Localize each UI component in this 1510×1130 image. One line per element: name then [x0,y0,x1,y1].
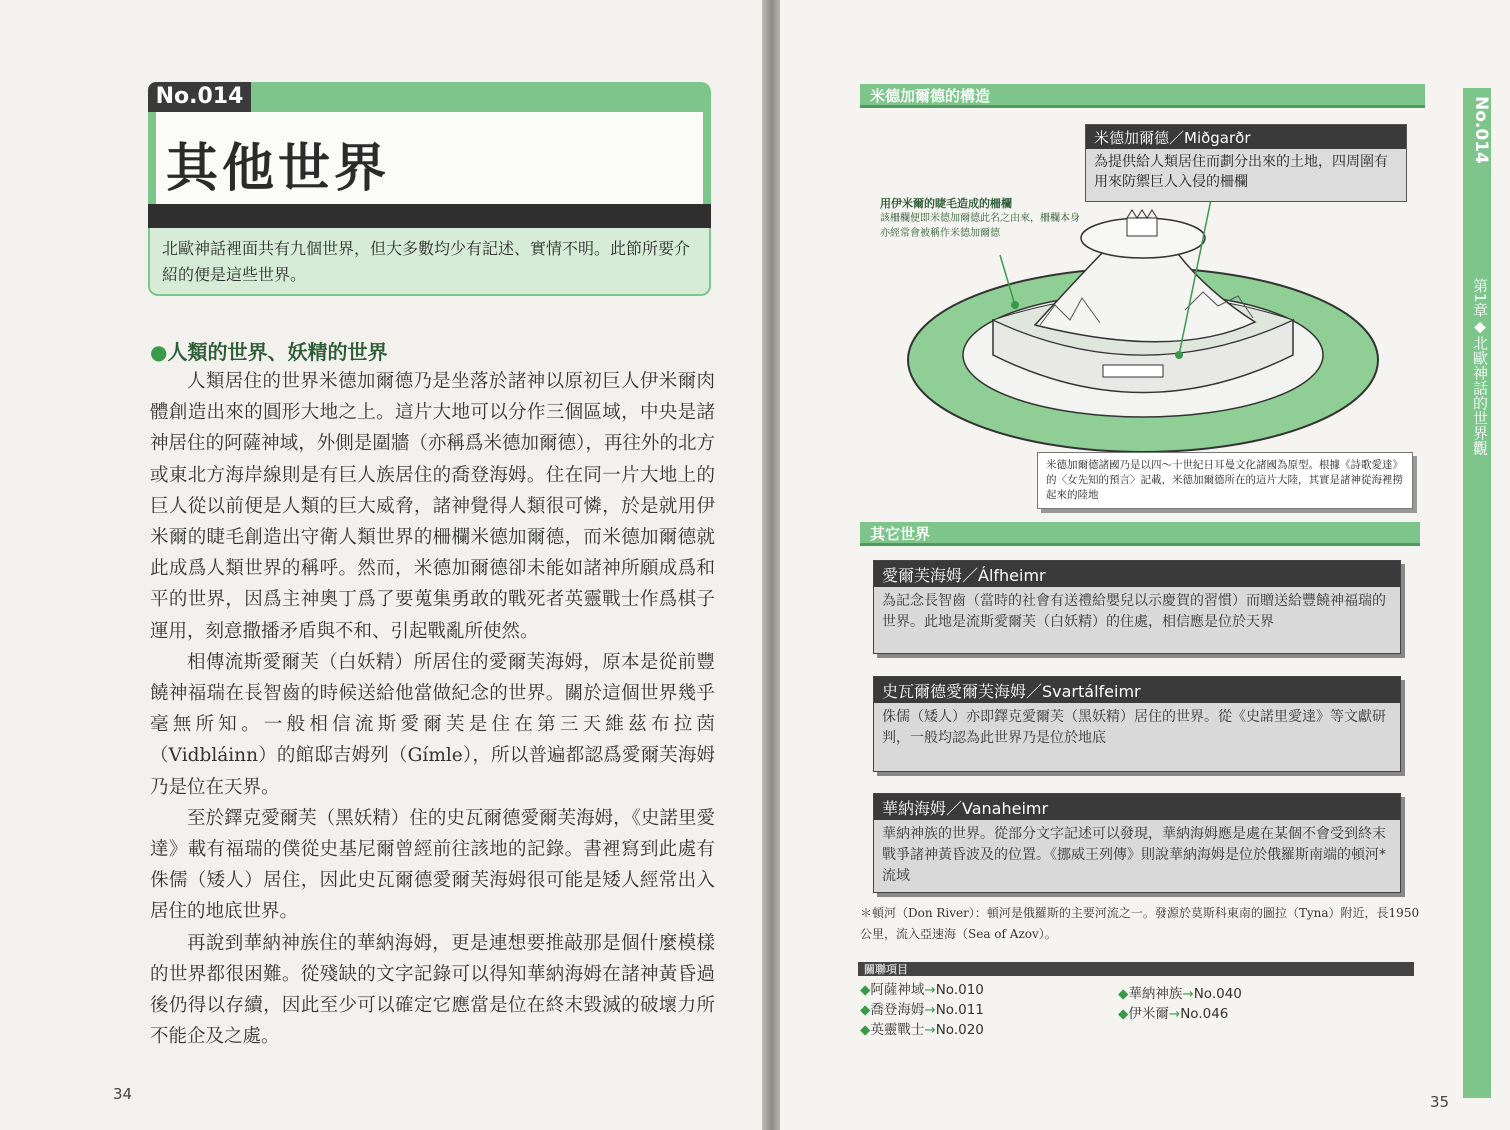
page-number-left: 34 [113,1085,133,1103]
world-text: 華納神族的世界。從部分文字記述可以發現，華納海姆應是處在某個不會受到終末戰爭諸神黃昏波及的位置。《挪威王列傳》則說華納海姆是位於俄羅斯南端的頓河*流域 [882,826,1386,884]
diamond-icon: ◆ [860,1022,871,1038]
body-text [150,366,715,1052]
title-block [148,82,711,228]
other-worlds-heading: 其它世界 [870,525,931,543]
title-underbar [148,204,711,228]
page-number-right: 35 [1430,1093,1450,1111]
related-items-bar [858,962,1414,976]
related-name: 喬登海姆 [870,1002,925,1018]
world-title: 華納海姆／Vanaheimr [874,794,1400,820]
related-ref: No.010 [935,982,984,998]
midgard-label [1085,124,1407,202]
midgard-label-text: 為提供給人類居住而劃分出來的土地，四周圍有用來防禦巨人入侵的柵欄 [1094,154,1388,190]
paragraph-4: 再說到華納神族住的華納海姆，更是連想要推敲那是個什麼模樣的世界都很困難。從殘缺的文字記錄可以得知華納海姆在諸神黃昏過後仍得以存續，因此至少可以確定它應當是位在終末毀滅的破壞力所不能企及之處。 [150,932,715,1048]
side-chapter-title: 第1章◆北歐神話的世界觀 [1471,278,1489,456]
title-panel [156,112,703,204]
related-item: ◆喬登海姆→No.011 [860,1002,984,1018]
footnote: ＊頓河（Don River）：頓河是俄羅斯的主要河流之一。發源於莫斯科東南的圖拉（Tyna）附近，長1950公里，流入亞速海（Sea of Azov）。 [860,906,1420,941]
diamond-icon: ◆ [860,982,871,998]
fence-note [880,196,1080,241]
world-title: 愛爾芙海姆／Álfheimr [874,561,1400,587]
related-item: ◆阿薩神域→No.010 [860,982,984,998]
side-tab [1463,88,1491,1098]
related-ref: No.040 [1193,986,1242,1002]
entry-number-badge: No.014 [148,82,251,112]
related-list-left [860,980,984,1040]
related-ref: No.020 [935,1022,984,1038]
midgard-label-title: 米德加爾德／Miðgarðr [1086,125,1406,149]
world-vanaheimr [873,793,1401,893]
fence-note-text: 該柵欄便即米德加爾德此名之由來，柵欄本身亦經常會被稱作米德加爾德 [880,213,1080,239]
world-alfheimr [873,560,1401,654]
paragraph-2: 相傳流斯愛爾芙（白妖精）所居住的愛爾芙海姆，原本是從前豐饒神福瑞在長智齒的時候送給他當做紀念的世界。關於這個世界幾乎毫無所知。一般相信流斯愛爾芙是住在第三天維茲布拉茵（Vidbláinn）的館邸吉姆列（Gímle），所以普遍都認爲愛爾芙海姆乃是位在天界。 [150,651,715,798]
section-heading-text: 人類的世界、妖精的世界 [167,340,388,364]
bullet-icon: ● [150,340,168,364]
diamond-icon: ◆ [1118,986,1129,1002]
page-title: 其他世界 [166,139,391,199]
world-svartalfheimr [873,676,1401,772]
diagram-caption: 米德加爾德諸國乃是以四～十世紀日耳曼文化諸國為原型。根據《詩歌愛達》的〈女先知的預言〉記載，米德加爾德所在的這片大陸，其實是諸神從海裡撈起來的陸地 [1037,452,1413,509]
paragraph-3: 至於鐸克愛爾芙（黑妖精）住的史瓦爾德愛爾芙海姆，《史諾里愛達》載有福瑞的僕從史基尼爾曾經前往該地的記錄。書裡寫到此處有侏儒（矮人）居住，因此史瓦爾德愛爾芙海姆很可能是矮人經常出入居住的地底世界。 [150,807,715,923]
world-text: 為記念長智齒（當時的社會有送禮給嬰兒以示慶賀的習慣）而贈送給豐饒神福瑞的世界。此地是流斯愛爾芙（白妖精）的住處，相信應是位於天界 [882,593,1386,630]
summary-box: 北歐神話裡面共有九個世界，但大多數均少有記述、實情不明。此節所要介紹的便是這些世界。 [148,228,711,296]
world-text: 侏儒（矮人）亦即鐸克愛爾芙（黑妖精）居住的世界。從《史諾里愛達》等文獻研判，一般均認為此世界乃是位於地底 [882,709,1386,746]
related-item: ◆伊米爾→No.046 [1118,1006,1229,1022]
other-worlds-heading-bar [860,522,1420,546]
related-ref: No.046 [1180,1006,1229,1022]
world-title: 史瓦爾德愛爾芙海姆／Svartálfeimr [874,677,1400,703]
side-entry-number: No.014 [1471,96,1491,164]
related-name: 英靈戰士 [870,1022,925,1038]
diamond-icon: ◆ [860,1002,871,1018]
paragraph-1: 人類居住的世界米德加爾德乃是坐落於諸神以原初巨人伊米爾肉體創造出來的圓形大地之上。這片大地可以分作三個區域，中央是諸神居住的阿薩神域，外側是圍牆（亦稱爲米德加爾德），再往外的北方或東北方海岸線則是有巨人族居住的喬登海姆。住在同一片大地上的巨人從以前便是人類的巨大威脅，諸神覺得人類很可憐，於是就用伊米爾的睫毛創造出守衛人類世界的柵欄米德加爾德，而米德加爾德就此成爲人類世界的稱呼。然而，米德加爾德卻未能如諸神所願成爲和平的世界，因爲主神奧丁爲了要蒐集勇敢的戰死者英靈戰士作爲棋子運用，刻意撒播矛盾與不和、引起戰亂所使然。 [150,371,715,642]
related-name: 伊米爾 [1128,1006,1169,1022]
related-item: ◆華納神族→No.040 [1118,986,1242,1002]
related-ref: No.011 [935,1002,984,1018]
related-item: ◆英靈戰士→No.020 [860,1022,984,1038]
related-name: 阿薩神域 [870,982,925,998]
diamond-icon: ◆ [1118,1006,1129,1022]
fence-note-title: 用伊米爾的睫毛造成的柵欄 [880,197,1012,210]
related-items-heading: 關聯項目 [864,963,908,976]
related-name: 華納神族 [1128,986,1183,1002]
related-list-right [1118,984,1242,1024]
diagram-heading: 米德加爾德的構造 [870,87,991,105]
section-heading [150,336,387,365]
diagram-heading-bar [860,84,1425,108]
